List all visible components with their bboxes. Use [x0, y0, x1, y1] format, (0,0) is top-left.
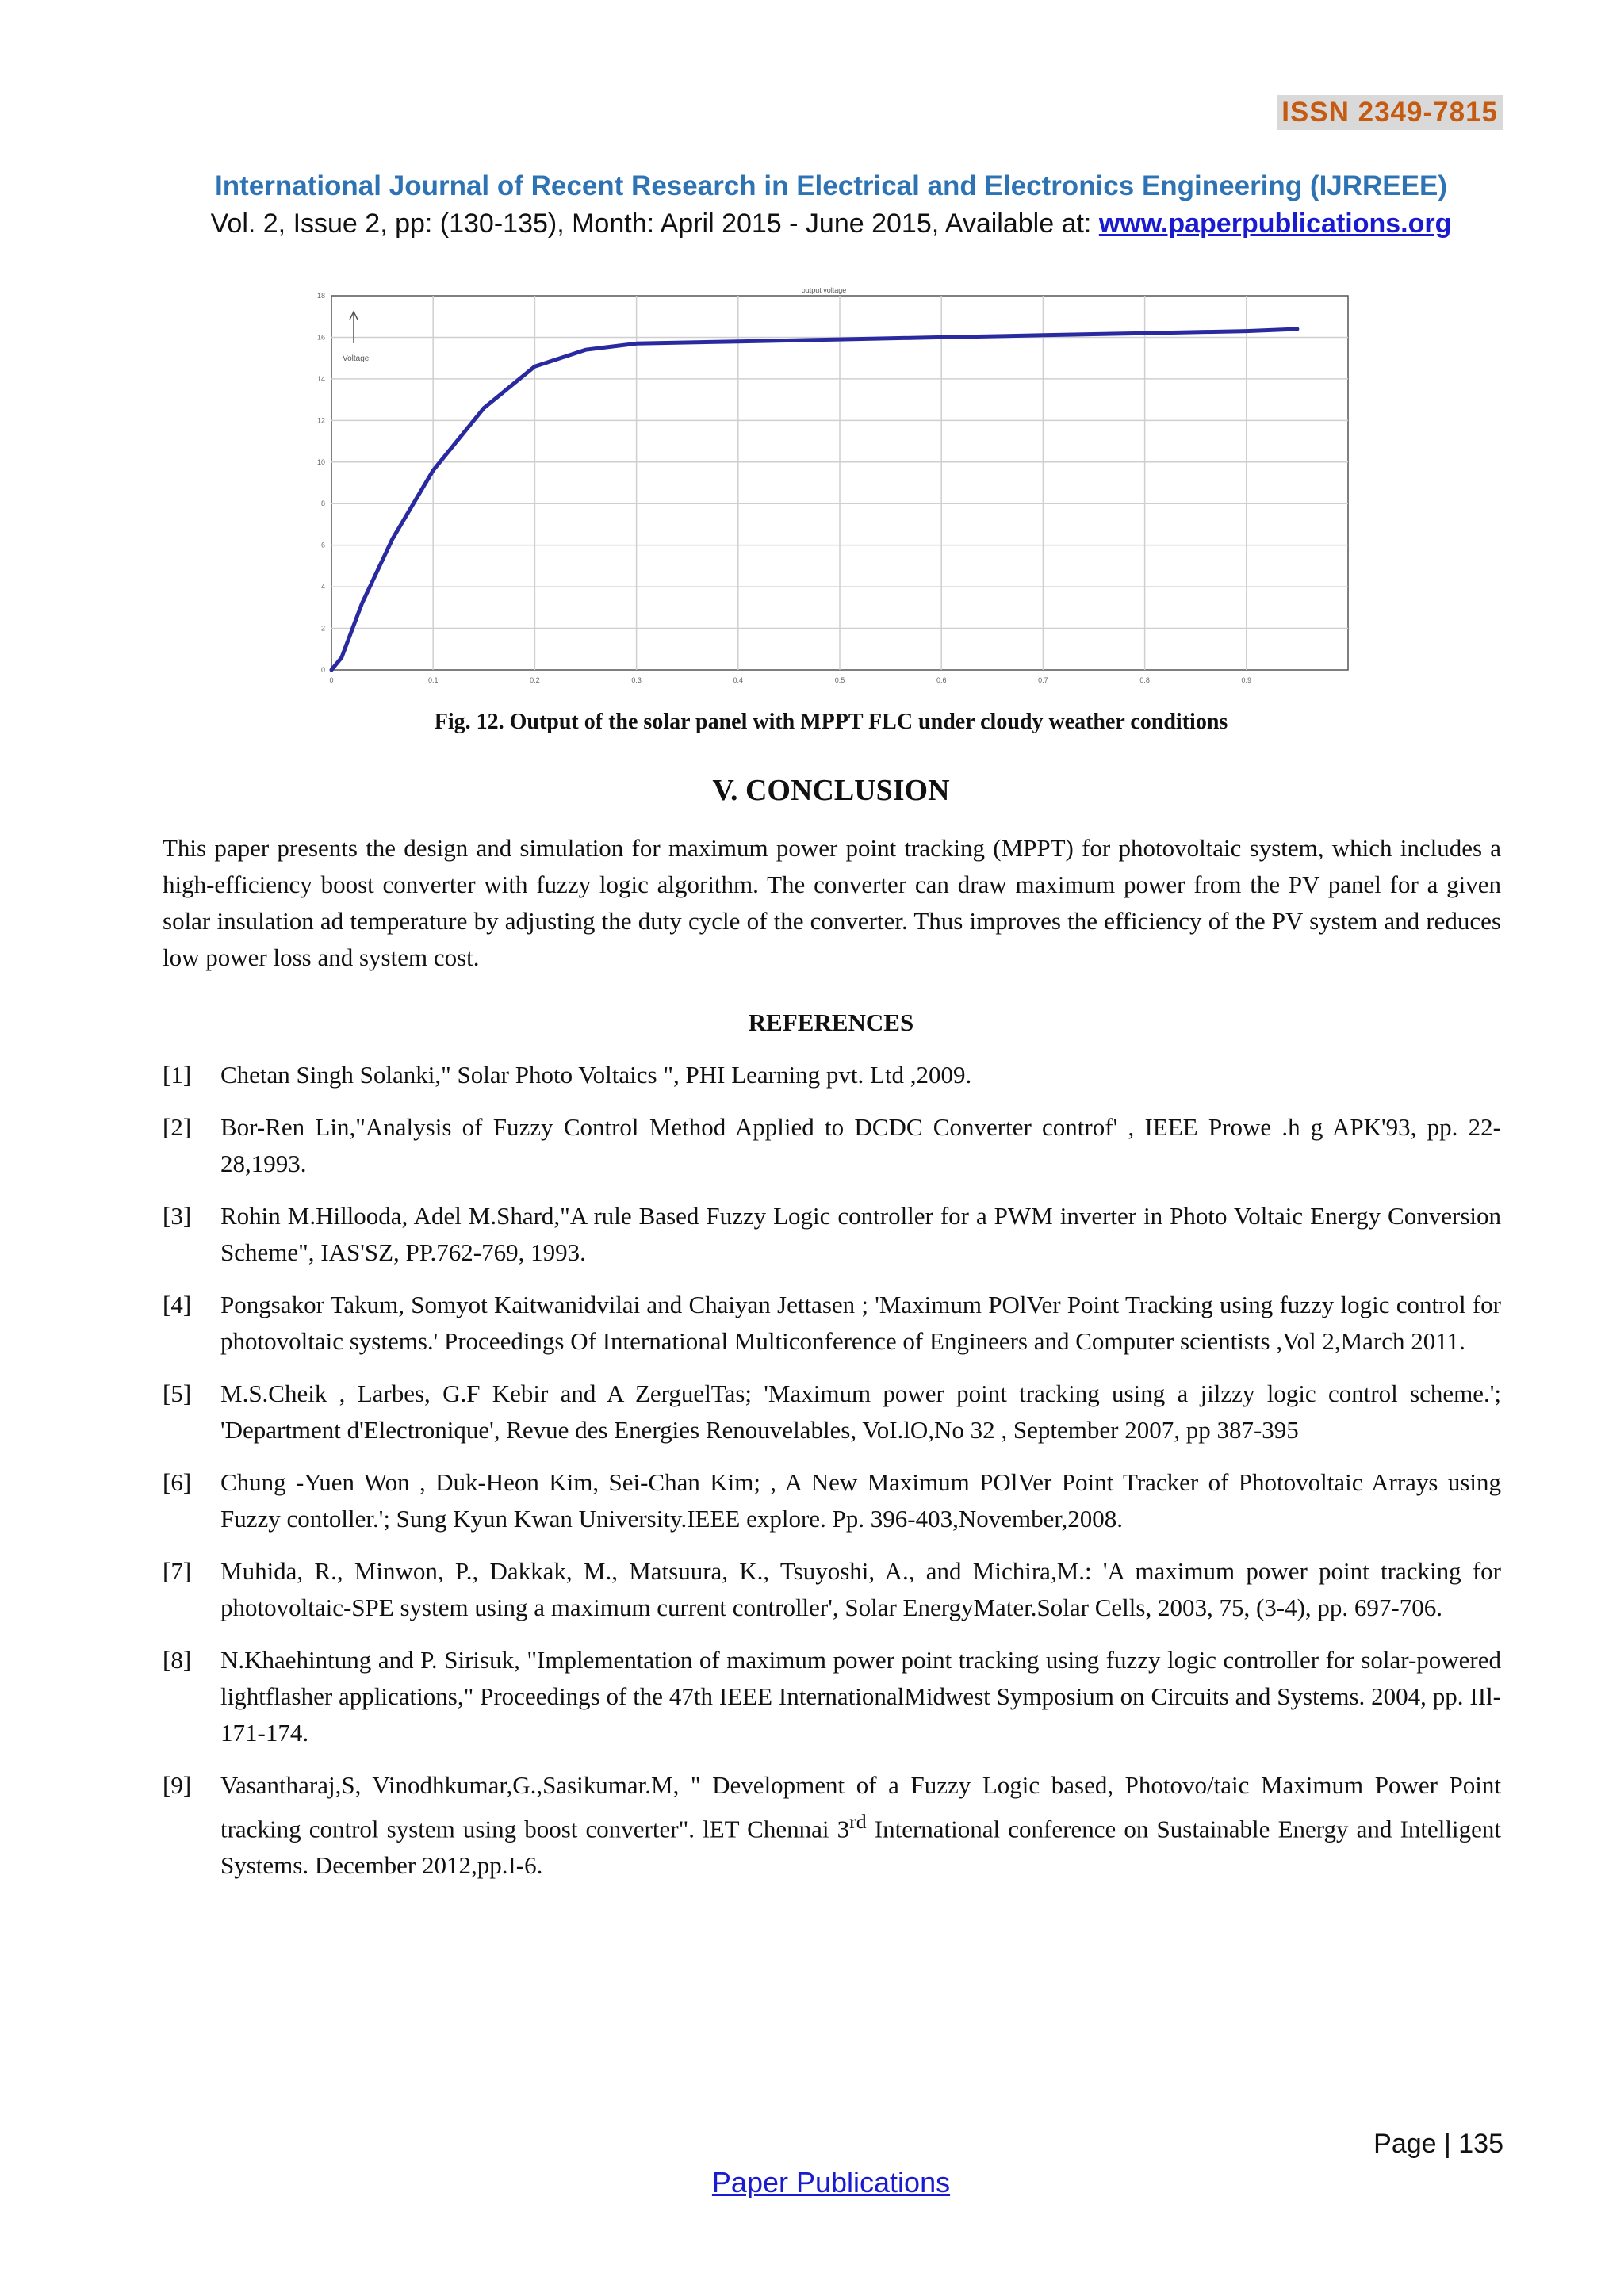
x-tick-label: 0.5	[834, 676, 845, 684]
page-number: Page | 135	[1373, 2129, 1503, 2159]
reference-text: Vasantharaj,S, Vinodhkumar,G.,Sasikumar.M, " Development of a Fuzzy Logic based, Photovo/taic Maximum Power Point tracking control system using boost converter". lET Chennai 3	[220, 1771, 1501, 1843]
reference-item	[163, 1553, 1501, 1626]
y-tick-label: 12	[316, 416, 325, 425]
reference-text: N.Khaehintung and P. Sirisuk, "Implementation of maximum power point tracking using fuzzy logic controller for solar-powered lightflasher applications," Proceedings of the 47th IEEE InternationalMidwest Symposium on Circuits and Systems. 2004, pp. IIl-171-174.	[220, 1646, 1501, 1747]
reference-item	[163, 1109, 1501, 1182]
reference-text: Chung -Yuen Won , Duk-Heon Kim, Sei-Chan Kim; , A New Maximum POlVer Point Tracker of Photovoltaic Arrays using Fuzzy contoller.'; Sung Kyun Kwan University.IEEE explore. Pp. 396-403,November,2008.	[220, 1468, 1501, 1533]
x-tick-label: 0.8	[1139, 676, 1150, 684]
y-tick-label: 4	[320, 583, 325, 591]
reference-item	[163, 1767, 1501, 1884]
reference-item	[163, 1287, 1501, 1360]
reference-number: [8]	[163, 1646, 192, 1674]
reference-number: [1]	[163, 1061, 192, 1089]
reference-item	[163, 1057, 1501, 1093]
y-tick-label: 18	[316, 292, 325, 300]
reference-text: Chetan Singh Solanki," Solar Photo Voltaics ", PHI Learning pvt. Ltd ,2009.	[220, 1061, 972, 1089]
reference-number: [3]	[163, 1202, 192, 1230]
voltage-chart	[293, 281, 1356, 694]
x-tick-label: 0.3	[631, 676, 642, 684]
issn-badge: ISSN 2349-7815	[1277, 95, 1503, 130]
reference-number: [4]	[163, 1291, 192, 1318]
reference-text: Rohin M.Hillooda, Adel M.Shard,"A rule Based Fuzzy Logic controller for a PWM inverter in Photo Voltaic Energy Conversion Scheme", IAS'SZ, PP.762-769, 1993.	[220, 1202, 1501, 1266]
reference-item	[163, 1198, 1501, 1271]
reference-text: Pongsakor Takum, Somyot Kaitwanidvilai and Chaiyan Jettasen ; 'Maximum POlVer Point Tracking using fuzzy logic control for photovoltaic systems.' Proceedings Of International Multiconference of Engineers and Computer scientists ,Vol 2,March 2011.	[220, 1291, 1501, 1355]
reference-number: [2]	[163, 1113, 192, 1141]
conclusion-heading: V. CONCLUSION	[712, 774, 950, 807]
reference-item	[163, 1642, 1501, 1751]
y-tick-label: 16	[316, 333, 325, 342]
publisher-link[interactable]: Paper Publications	[711, 2166, 951, 2198]
journal-info-text: Vol. 2, Issue 2, pp: (130-135), Month: April 2015 - June 2015, Available at:	[210, 209, 1099, 239]
reference-superscript: rd	[849, 1810, 867, 1833]
chart-title: output voltage	[801, 286, 847, 294]
reference-number: [6]	[163, 1468, 192, 1496]
journal-title: International Journal of Recent Research in Electrical and Electronics Engineering (IJRREEE)	[214, 170, 1447, 201]
x-tick-label: 0.4	[733, 676, 744, 684]
conclusion-paragraph: This paper presents the design and simulation for maximum power point tracking (MPPT) for photovoltaic system, which includes a high-efficiency boost converter with fuzzy logic algorithm. The converter can draw maximum power from the PV panel for a given solar insulation ad temperature by adjusting the duty cycle of the converter. Thus improves the efficiency of the PV system and reduces low power loss and system cost.	[163, 834, 1501, 971]
reference-number: [7]	[163, 1557, 192, 1585]
x-tick-label: 0	[329, 676, 334, 684]
reference-text: Bor-Ren Lin,"Analysis of Fuzzy Control Method Applied to DCDC Converter controf' , IEEE Prowe .h g APK'93, pp. 22- 28,1993.	[220, 1113, 1501, 1177]
y-axis-label: Voltage	[343, 354, 370, 363]
reference-text: Muhida, R., Minwon, P., Dakkak, M., Matsuura, K., Tsuyoshi, A., and Michira,M.: 'A maximum power point tracking for photovoltaic-SPE system using a maximum current controller', Solar EnergyMater.Solar Cells, 2003, 75, (3-4), pp. 697-706.	[220, 1557, 1501, 1621]
y-tick-label: 14	[316, 374, 325, 383]
journal-info	[0, 209, 1624, 239]
y-tick-label: 8	[320, 499, 325, 508]
reference-text: M.S.Cheik , Larbes, G.F Kebir and A ZerguelTas; 'Maximum power point tracking using a jilzzy logic control scheme.'; 'Department d'Electronique', Revue des Energies Renouvelables, VoI.lO,No 32 , September 2007, pp 387-395	[220, 1380, 1501, 1444]
y-tick-label: 2	[320, 624, 325, 633]
reference-number: [9]	[163, 1771, 192, 1799]
reference-item	[163, 1464, 1501, 1537]
x-tick-label: 0.2	[530, 676, 540, 684]
journal-website-link[interactable]: www.paperpublications.org	[1098, 209, 1452, 239]
y-tick-label: 0	[320, 666, 325, 674]
references-heading: REFERENCES	[748, 1008, 914, 1036]
y-tick-label: 6	[320, 541, 325, 549]
figure-caption: Fig. 12. Output of the solar panel with MPPT FLC under cloudy weather conditions	[434, 710, 1228, 734]
references-list	[163, 1057, 1501, 1900]
y-tick-label: 10	[316, 457, 325, 466]
x-tick-label: 0.6	[936, 676, 947, 684]
x-tick-label: 0.1	[427, 676, 439, 684]
x-tick-label: 0.9	[1241, 676, 1252, 684]
reference-text-continued: International conference on Sustainable Energy and Intelligent Systems. December 2012,pp.I-6.	[220, 1815, 1501, 1880]
footer	[0, 2166, 1624, 2199]
reference-number: [5]	[163, 1380, 192, 1407]
reference-item	[163, 1376, 1501, 1448]
x-tick-label: 0.7	[1038, 676, 1048, 684]
